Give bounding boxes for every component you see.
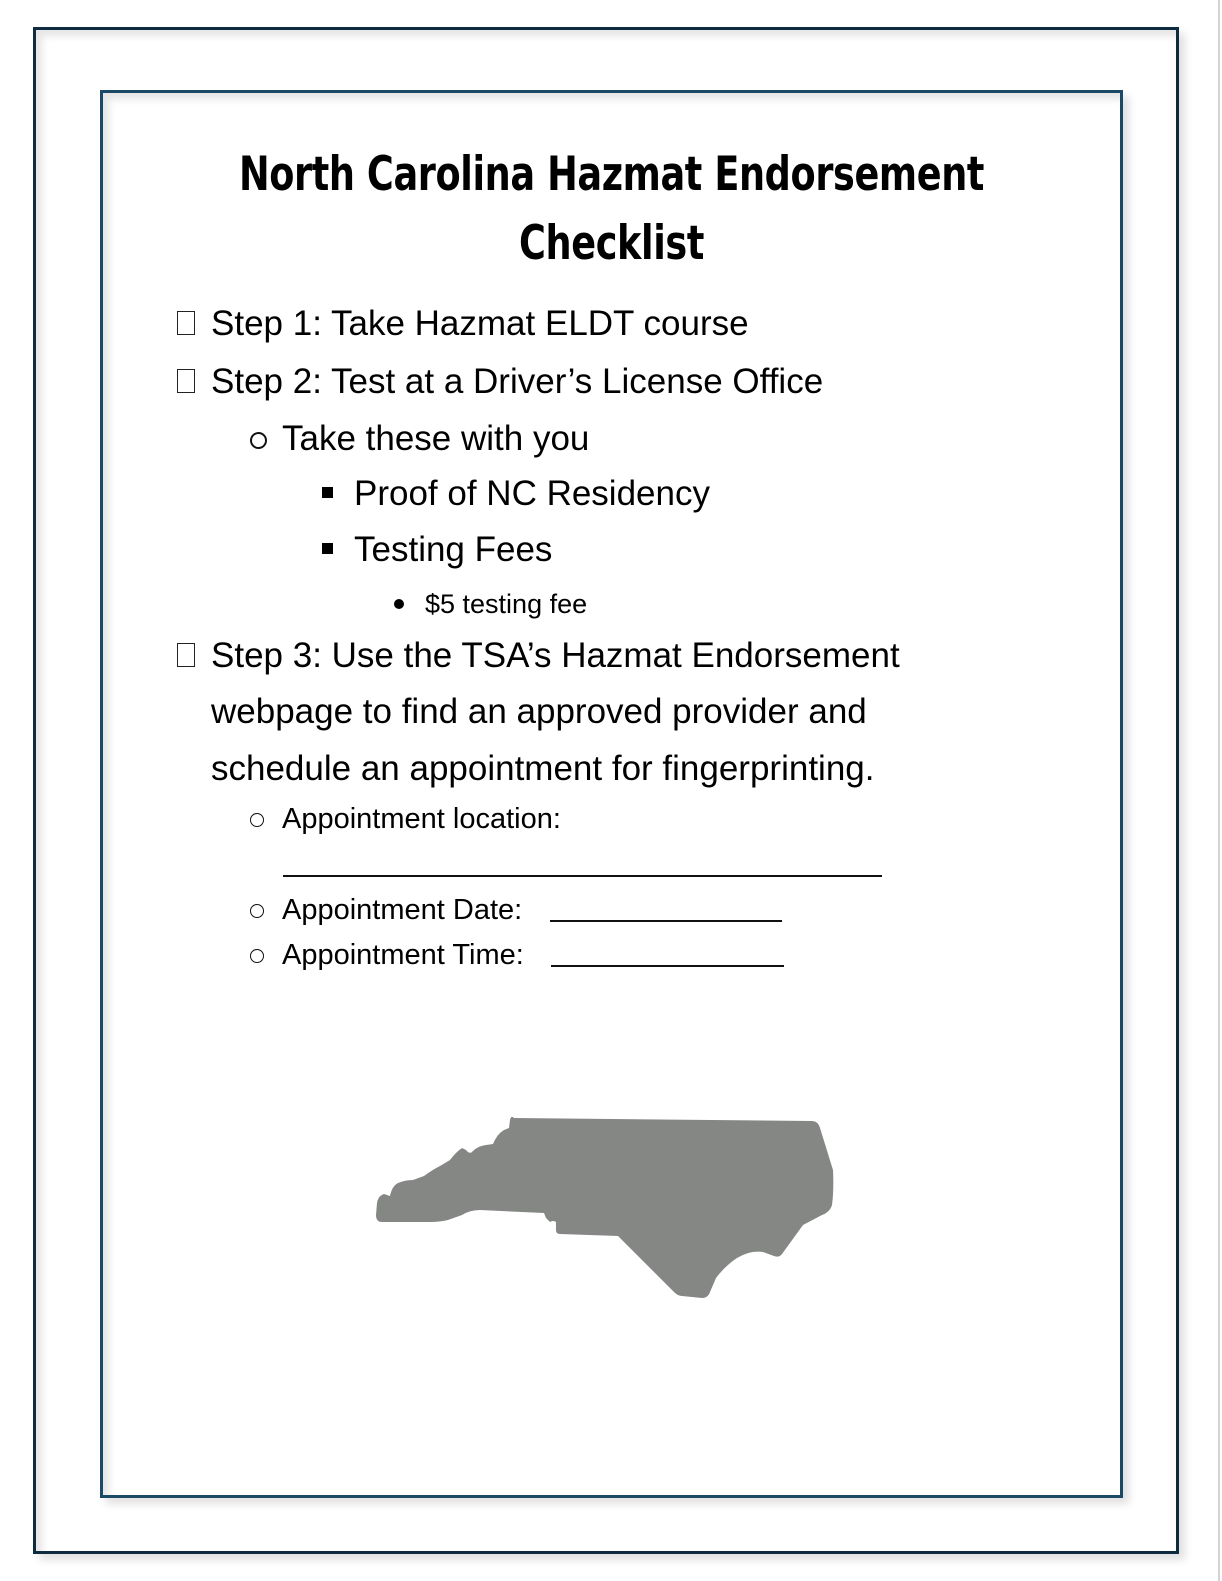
north-carolina-silhouette xyxy=(376,1117,833,1298)
title-line-1: North Carolina Hazmat Endorsement xyxy=(238,147,985,202)
title-line-2: Checklist xyxy=(519,216,704,271)
appointment-date-label: Appointment Date: xyxy=(282,894,523,926)
testing-fees-item: Testing Fees xyxy=(354,530,553,569)
testing-fee-amount: $5 testing fee xyxy=(425,589,588,619)
appointment-location-label: Appointment location: xyxy=(282,803,561,835)
take-these-label: Take these with you xyxy=(282,419,590,458)
proof-of-residency-item: Proof of NC Residency xyxy=(354,474,710,513)
step-3-label-line-3: schedule an appointment for fingerprinting. xyxy=(211,749,875,788)
step-1-label: Step 1: Take Hazmat ELDT course xyxy=(211,304,749,343)
step-3-label-line-1: Step 3: Use the TSA’s Hazmat Endorsement xyxy=(211,636,900,675)
step-3-label-line-2: webpage to find an approved provider and xyxy=(211,692,867,731)
step-2-label: Step 2: Test at a Driver’s License Office xyxy=(211,362,824,401)
appointment-time-label: Appointment Time: xyxy=(282,939,524,971)
